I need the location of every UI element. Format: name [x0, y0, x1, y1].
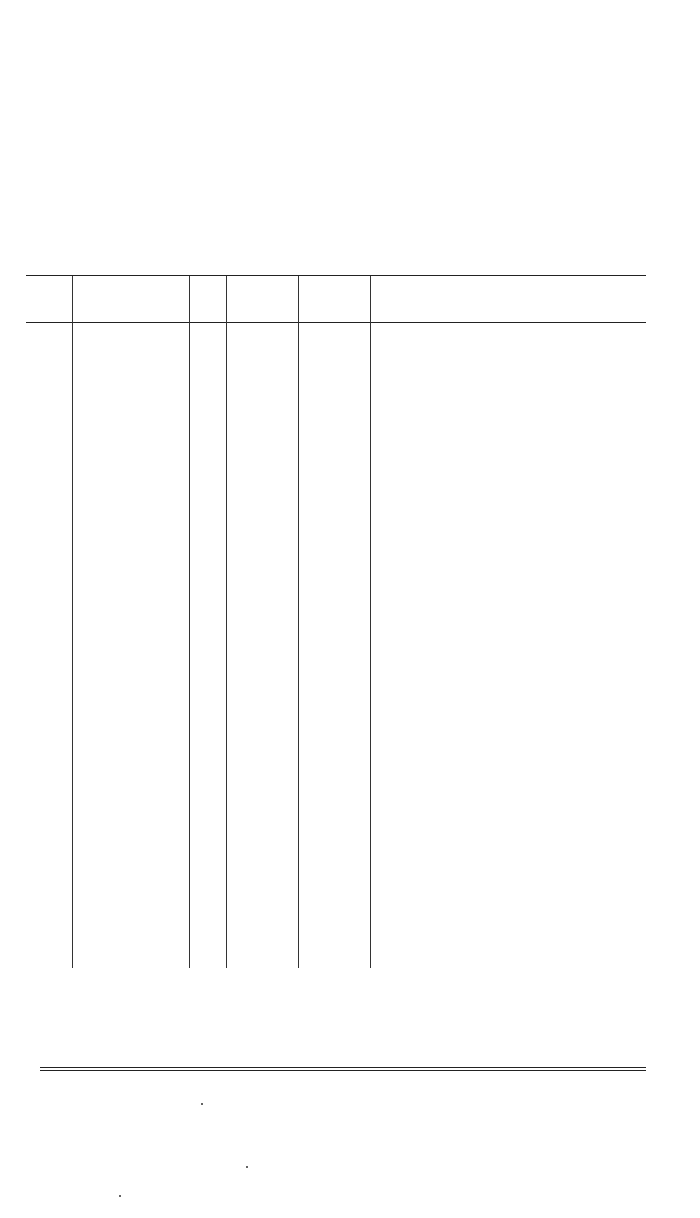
units-allotted	[234, 341, 247, 348]
column-divider	[370, 276, 371, 968]
table-header-rule	[26, 322, 646, 323]
column-divider	[72, 276, 73, 968]
bottom-rule	[40, 1067, 646, 1068]
table-top-rule	[26, 275, 646, 276]
scan-speck	[119, 1195, 121, 1197]
scan-speck	[246, 1166, 248, 1168]
column-divider	[226, 276, 227, 968]
units-due	[307, 341, 320, 348]
summary-units	[486, 978, 500, 986]
bottom-rule-double	[40, 1070, 646, 1071]
column-divider	[298, 276, 299, 968]
column-divider	[189, 276, 190, 968]
scan-speck	[201, 1103, 203, 1105]
